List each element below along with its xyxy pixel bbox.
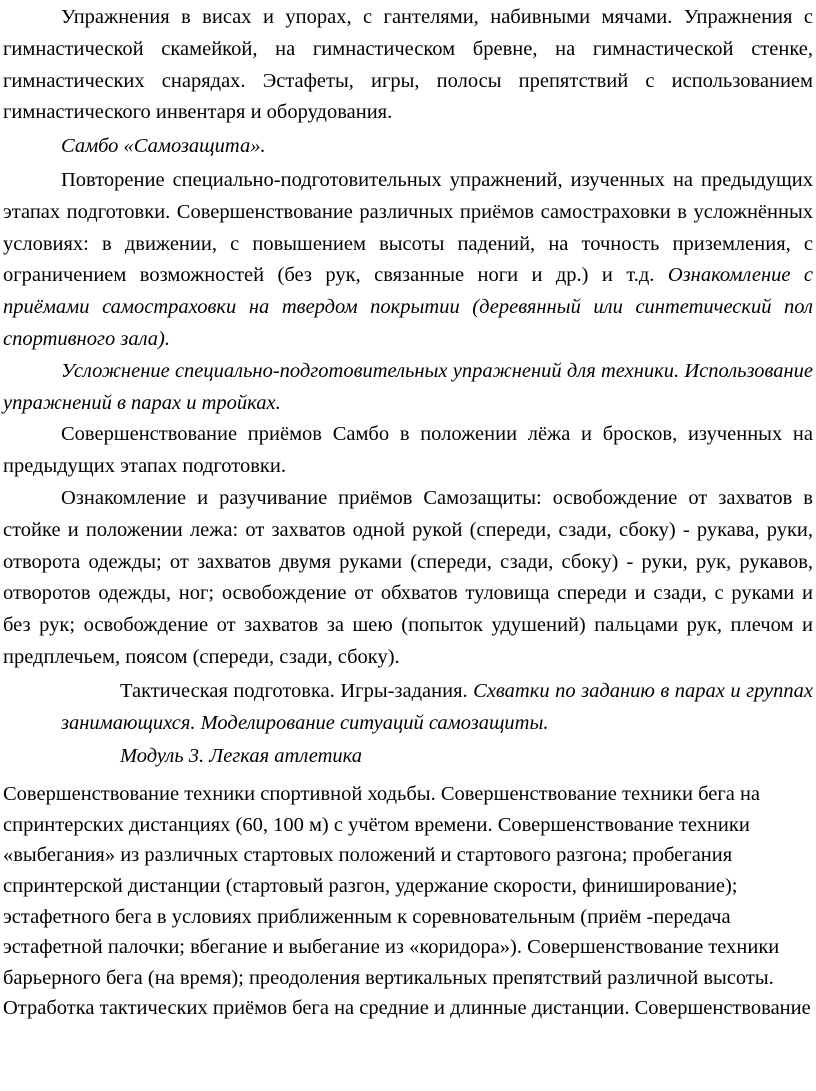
paragraph-self-defense: Ознакомление и разучивание приёмов Самозащиты: освобождение от захватов в стойке и положении лежа: от захватов одной рукой (спереди, сзади, сбоку) - рукава, руки, отворота одежды; от захватов двумя руками (спереди, сзади, сбоку) - руки, рук, рукавов, отворотов одежды, ног; освобождение от обхватов туловища спереди и сзади, с руками и без рук; освобождение от захватов за шею (попыток удушений) пальцами рук, плечом и предплечьем, поясом (спереди, сзади, сбоку).: [3, 486, 813, 668]
section-heading-module-3: Модуль 3. Легкая атлетика: [120, 745, 362, 768]
paragraph-self-insurance-text: Повторение специально-подготовительных упражнений, изученных на предыдущих этапах подготовки. Совершенствование различных приёмов самостраховки в усложнённых условиях: в движении, с повышением высоты падений, на точность приземления, с ограничением возможностей (без рук, связанные ноги и др.) и т.д.: [3, 168, 813, 287]
paragraph-tactical-training: [3, 676, 813, 740]
paragraph-athletics: Совершенствование техники спортивной ходьбы. Совершенствование техники бега на спринтерских дистанциях (60, 100 м) с учётом времени. Совершенствование техники «выбегания» из различных стартовых положений и стартового разгона; пробегания спринтерской дистанции (стартовый разгон, удержание скорости, финиширование); эстафетного бега в условиях приближенным к соревновательным (приём -передача эстафетной палочки; вбегание и выбегание из «коридора»). Совершенствование техники барьерного бега (на время); преодоления вертикальных препятствий различной высоты. Отработка тактических приёмов бега на средние и длинные дистанции. Совершенствование: [3, 783, 811, 1020]
section-heading-sambo: Самбо «Самозащита».: [61, 135, 266, 158]
paragraph-tactical-training-text: Тактическая подготовка. Игры-задания.: [120, 679, 474, 702]
paragraph-tactical-training-italic: Схватки по заданию в парах и группах занимающихся. Моделирование ситуаций самозащиты.: [61, 679, 814, 734]
paragraph-sambo-techniques: Совершенствование приёмов Самбо в положении лёжа и бросков, изученных на предыдущих этапах подготовки.: [3, 423, 813, 478]
paragraph-self-insurance: [3, 165, 813, 356]
paragraph-complication: Усложнение специально-подготовительных упражнений для техники. Использование упражнений в парах и тройках.: [3, 359, 813, 414]
paragraph-self-insurance-italic: Ознакомление с приёмами самостраховки на твердом покрытии (деревянный или синтетический пол спортивного зала).: [3, 264, 814, 350]
paragraph-gymnastics-exercises: Упражнения в висах и упорах, с гантелями, набивными мячами. Упражнения с гимнастической скамейкой, на гимнастическом бревне, на гимнастической стенке, гимнастических снарядах. Эстафеты, игры, полосы препятствий с использованием гимнастического инвентаря и оборудования.: [3, 6, 813, 124]
